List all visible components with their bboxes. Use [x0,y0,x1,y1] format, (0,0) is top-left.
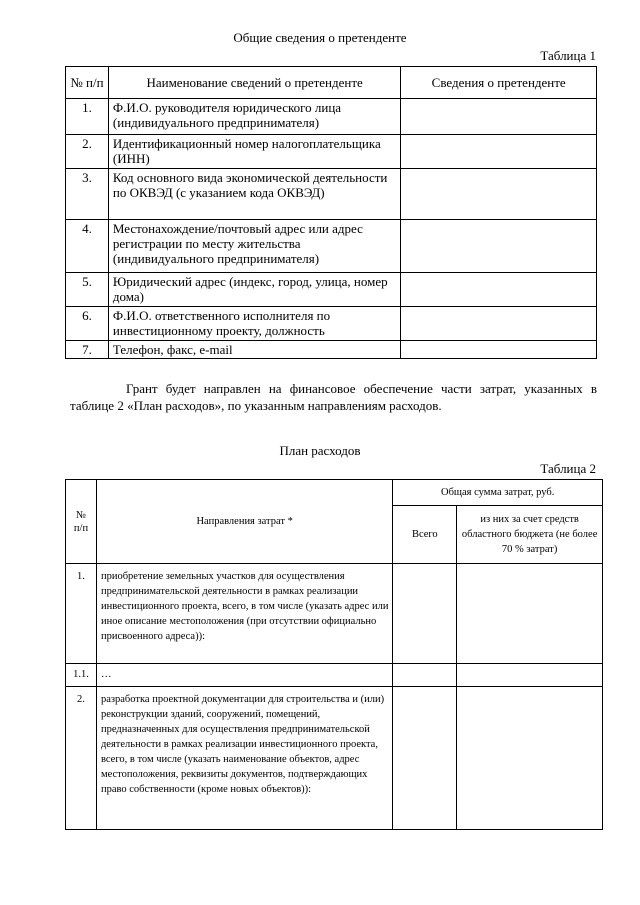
applicant-info-table [65,66,597,359]
header-num: № п/п [66,67,109,99]
table-row [66,273,597,307]
row-name: Идентификационный номер налогоплательщика (ИНН) [108,135,400,169]
grant-paragraph: Грант будет направлен на финансовое обеспечение части затрат, указанных в таблице 2 «План расходов», по указанным направлениям расходов. [70,381,597,413]
row-value[interactable] [401,169,597,220]
row-name: приобретение земельных участков для осуществления предпринимательской деятельности в рамках реализации инвестиционного проекта, всего, в том числе (указать адрес или иное описание местоположения (при отсутствии официально присвоенного адреса)): [96,564,392,664]
table1-heading: Общие сведения о претенденте [233,30,407,45]
table2-label: Таблица 2 [540,461,596,476]
row-value[interactable] [401,220,597,273]
row-name: Код основного вида экономической деятельности по ОКВЭД (с указанием кода ОКВЭД) [108,169,400,220]
table-row [66,307,597,341]
row-num: 4. [66,220,109,273]
row-value[interactable] [401,341,597,359]
row-num: 1.1. [66,664,97,687]
row-num: 2. [66,687,97,830]
row-budget[interactable] [457,564,603,664]
row-name: Телефон, факс, e-mail [108,341,400,359]
row-name: Местонахождение/почтовый адрес или адрес регистрации по месту жительства (индивидуального предпринимателя) [108,220,400,273]
header-total: Всего [393,506,457,564]
row-name: Юридический адрес (индекс, город, улица, номер дома) [108,273,400,307]
row-budget[interactable] [457,687,603,830]
row-value[interactable] [401,99,597,135]
table-row [66,99,597,135]
header-name: Наименование сведений о претенденте [108,67,400,99]
table-row [66,169,597,220]
table-row [66,564,603,664]
table-row [66,135,597,169]
header-num: № п/п [66,480,97,564]
row-name: Ф.И.О. ответственного исполнителя по инвестиционному проекту, должность [108,307,400,341]
header-direction: Направления затрат * [96,480,392,564]
header-total-group: Общая сумма затрат, руб. [393,480,603,506]
table-row [66,220,597,273]
row-value[interactable] [401,273,597,307]
row-num: 1. [66,564,97,664]
row-value[interactable] [401,135,597,169]
row-name: … [96,664,392,687]
row-value[interactable] [401,307,597,341]
row-num: 5. [66,273,109,307]
table-row [66,664,603,687]
header-value: Сведения о претенденте [401,67,597,99]
table-row [66,341,597,359]
row-name: Ф.И.О. руководителя юридического лица (индивидуального предпринимателя) [108,99,400,135]
row-num: 3. [66,169,109,220]
row-num: 1. [66,99,109,135]
row-total[interactable] [393,564,457,664]
table2-heading: План расходов [279,443,361,458]
row-budget[interactable] [457,664,603,687]
row-total[interactable] [393,687,457,830]
row-total[interactable] [393,664,457,687]
table-row [66,687,603,830]
header-budget: из них за счет средств областного бюджета (не более 70 % затрат) [457,506,603,564]
row-num: 2. [66,135,109,169]
row-num: 7. [66,341,109,359]
table1-label: Таблица 1 [540,48,596,63]
row-num: 6. [66,307,109,341]
row-name: разработка проектной документации для строительства и (или) реконструкции зданий, сооружений, помещений, предназначенных для осуществления предпринимательской деятельности в рамках реализации инвестиционного проекта, всего, в том числе (указать наименование объектов, адрес местоположения, реквизиты документов, подтверждающих право собственности (кроме новых объектов)): [96,687,392,830]
expense-plan-table [65,479,603,830]
